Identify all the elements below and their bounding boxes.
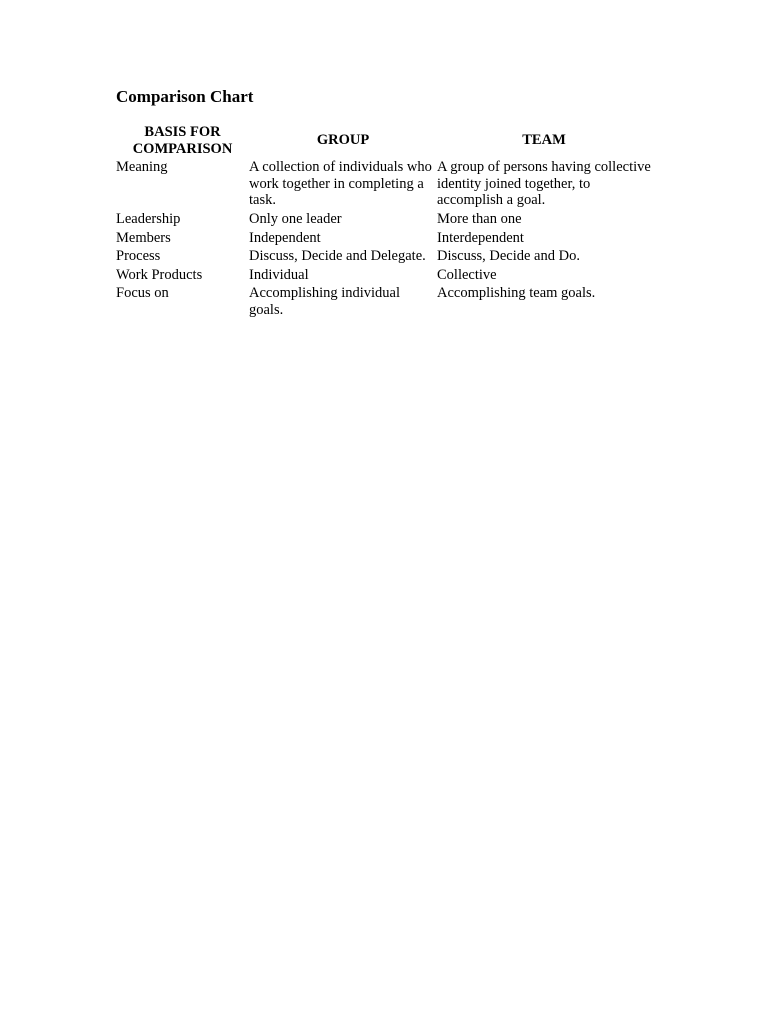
header-group: GROUP [316, 132, 370, 149]
row-group-cell: Independent [249, 229, 321, 246]
table-row [116, 211, 651, 230]
row-group-cell: Discuss, Decide and Delegate. [249, 248, 426, 265]
row-team-cell: More than one [437, 210, 522, 227]
row-team-cell: Accomplishing team goals. [437, 285, 596, 302]
comparison-table [116, 124, 651, 321]
row-team-cell: A group of persons having collective identity joined together, to accomplish a goal. [437, 159, 651, 209]
row-basis-cell: Meaning [116, 159, 168, 176]
header-basis-line-2: COMPARISON [132, 140, 233, 157]
table-body [116, 159, 651, 320]
row-group-cell: Only one leader [249, 210, 342, 227]
row-basis-cell: Process [116, 248, 161, 265]
page-title: Comparison Chart [116, 87, 254, 106]
table-header [116, 124, 651, 159]
row-basis-cell: Leadership [116, 210, 181, 227]
row-basis-cell: Members [116, 229, 171, 246]
header-basis-line-1: BASIS FOR [144, 124, 221, 140]
row-basis-cell: Focus on [116, 285, 169, 302]
table-row [116, 248, 651, 267]
table-row [116, 159, 651, 211]
row-basis-cell: Work Products [116, 266, 203, 283]
row-team-cell: Interdependent [437, 229, 524, 246]
row-group-cell: Individual [249, 266, 309, 283]
row-team-cell: Collective [437, 266, 497, 283]
row-group-cell: A collection of individuals who work together in completing a task. [249, 159, 432, 209]
table-row [116, 285, 651, 320]
table-row [116, 267, 651, 286]
row-group-cell: Accomplishing individual goals. [249, 285, 401, 318]
header-team: TEAM [522, 132, 566, 149]
header-basis-for-comparison [116, 124, 249, 159]
table-row [116, 230, 651, 249]
row-team-cell: Discuss, Decide and Do. [437, 248, 580, 265]
header-row [116, 124, 651, 159]
